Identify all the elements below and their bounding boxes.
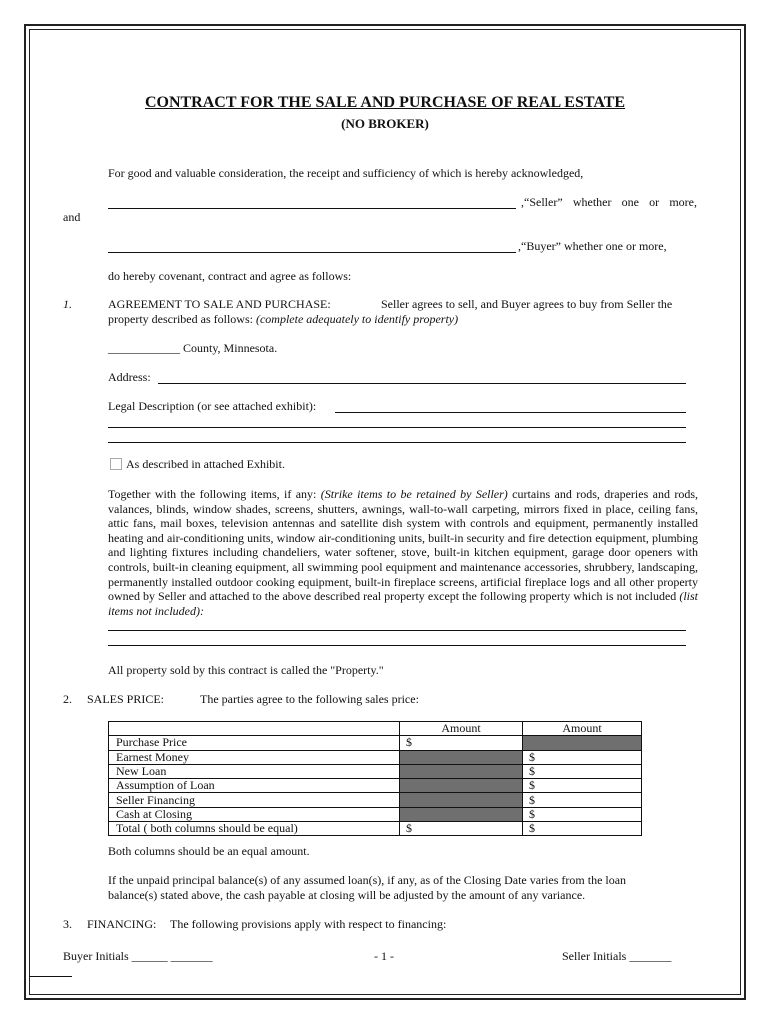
legal-description-blank-3[interactable] bbox=[108, 442, 686, 443]
and-label: and bbox=[63, 210, 81, 224]
row-label: Total ( both columns should be equal) bbox=[109, 822, 400, 836]
amount-cell[interactable]: $ bbox=[400, 822, 523, 836]
seller-name-blank[interactable] bbox=[108, 208, 516, 209]
document-subtitle: (NO BROKER) bbox=[341, 116, 429, 131]
shaded-cell bbox=[400, 779, 523, 793]
buyer-label: ,“Buyer” whether one or more, bbox=[518, 239, 667, 253]
seller-initials: Seller Initials _______ bbox=[562, 949, 672, 963]
table-row bbox=[109, 807, 642, 821]
legal-description-label: Legal Description (or see attached exhibit): bbox=[108, 399, 317, 413]
section2-number: 2. bbox=[63, 692, 72, 706]
section1-text-line2: property described as follows: (complete adequately to identify property) bbox=[108, 312, 459, 326]
amount-cell[interactable]: $ bbox=[523, 822, 642, 836]
amount-cell[interactable]: $ bbox=[400, 736, 523, 750]
shaded-cell bbox=[400, 764, 523, 778]
legal-description-blank-1[interactable] bbox=[335, 412, 686, 413]
county-blank[interactable]: ____________ bbox=[108, 341, 180, 355]
table-row bbox=[109, 822, 642, 836]
county-line: ____________ County, Minnesota. bbox=[108, 341, 278, 355]
sales-price-table bbox=[108, 721, 642, 836]
section3-number: 3. bbox=[63, 917, 72, 931]
row-label: Seller Financing bbox=[109, 793, 400, 807]
variance-text-line2: balance(s) stated above, the cash payable at closing will be adjusted by the amount of any variance. bbox=[108, 888, 586, 902]
exhibit-checkbox[interactable] bbox=[110, 458, 122, 470]
section2-text: The parties agree to the following sales price: bbox=[200, 692, 419, 706]
section3-heading: FINANCING: bbox=[87, 917, 157, 931]
amount-cell[interactable]: $ bbox=[523, 779, 642, 793]
section1-text-line1: Seller agrees to sell, and Buyer agrees to buy from Seller the bbox=[381, 297, 673, 311]
intro-text: For good and valuable consideration, the receipt and sufficiency of which is hereby acknowledged, bbox=[108, 166, 584, 180]
table-header-blank bbox=[109, 722, 400, 736]
row-label: Assumption of Loan bbox=[109, 779, 400, 793]
row-label: Purchase Price bbox=[109, 736, 400, 750]
document-title: CONTRACT FOR THE SALE AND PURCHASE OF REAL ESTATE bbox=[144, 94, 626, 111]
table-header-row bbox=[109, 722, 642, 736]
shaded-cell bbox=[523, 736, 642, 750]
property-note: All property sold by this contract is called the "Property." bbox=[108, 663, 384, 677]
amount-header-1: Amount bbox=[400, 722, 523, 736]
section1-heading: AGREEMENT TO SALE AND PURCHASE: bbox=[108, 297, 331, 311]
row-label: Cash at Closing bbox=[109, 807, 400, 821]
table-row bbox=[109, 764, 642, 778]
row-label: New Loan bbox=[109, 764, 400, 778]
address-blank[interactable] bbox=[158, 383, 686, 384]
variance-text-line1: If the unpaid principal balance(s) of any assumed loan(s), if any, as of the Closing Date varies from the loan bbox=[108, 873, 627, 887]
covenant-text: do hereby covenant, contract and agree as follows: bbox=[108, 269, 352, 283]
address-label: Address: bbox=[108, 370, 151, 384]
excluded-items-blank-1[interactable] bbox=[108, 630, 686, 631]
table-row bbox=[109, 750, 642, 764]
table-row bbox=[109, 736, 642, 750]
section1-number: 1. bbox=[63, 297, 72, 311]
excluded-items-blank-2[interactable] bbox=[108, 645, 686, 646]
table-row bbox=[109, 793, 642, 807]
amount-cell[interactable]: $ bbox=[523, 764, 642, 778]
shaded-cell bbox=[400, 807, 523, 821]
seller-label: ,“Seller” whether one or more, bbox=[521, 195, 697, 209]
section3-text: The following provisions apply with respect to financing: bbox=[170, 917, 447, 931]
row-label: Earnest Money bbox=[109, 750, 400, 764]
included-items-paragraph: Together with the following items, if any: (Strike items to be retained by Seller) curtains and rods, draperies and rods, valances, blinds, window shades, screens, shutters, awnings, wall-to-wall carpeting, mirrors fixed in place, ceiling fans, attic fans, mail boxes, television antennas and satellite dish system with controls and equipment, permanently installed heating and air-conditioning units, window air-conditioning units, built-in security and fire detection equipment, plumbing and lighting fixtures including chandeliers, water softener, stove, built-in kitchen equipment, garage door openers with controls, built-in cleaning equipment, all swimming pool equipment and maintenance accessories, shrubbery, landscaping, permanently installed outdoor cooking equipment, built-in fireplace screens, artificial fireplace logs and all other property owned by Seller and attached to the above described real property except the following property which is not included (list items not included): bbox=[108, 487, 698, 618]
shaded-cell bbox=[400, 750, 523, 764]
table-row bbox=[109, 779, 642, 793]
amount-header-2: Amount bbox=[523, 722, 642, 736]
footer-rule bbox=[29, 976, 72, 977]
legal-description-blank-2[interactable] bbox=[108, 427, 686, 428]
amount-cell[interactable]: $ bbox=[523, 807, 642, 821]
buyer-initials: Buyer Initials ______ _______ bbox=[63, 949, 213, 963]
exhibit-label: As described in attached Exhibit. bbox=[126, 457, 285, 471]
equal-note: Both columns should be an equal amount. bbox=[108, 844, 310, 858]
section2-heading: SALES PRICE: bbox=[87, 692, 165, 706]
buyer-name-blank[interactable] bbox=[108, 252, 516, 253]
amount-cell[interactable]: $ bbox=[523, 793, 642, 807]
page-number: - 1 - bbox=[374, 949, 394, 963]
amount-cell[interactable]: $ bbox=[523, 750, 642, 764]
shaded-cell bbox=[400, 793, 523, 807]
